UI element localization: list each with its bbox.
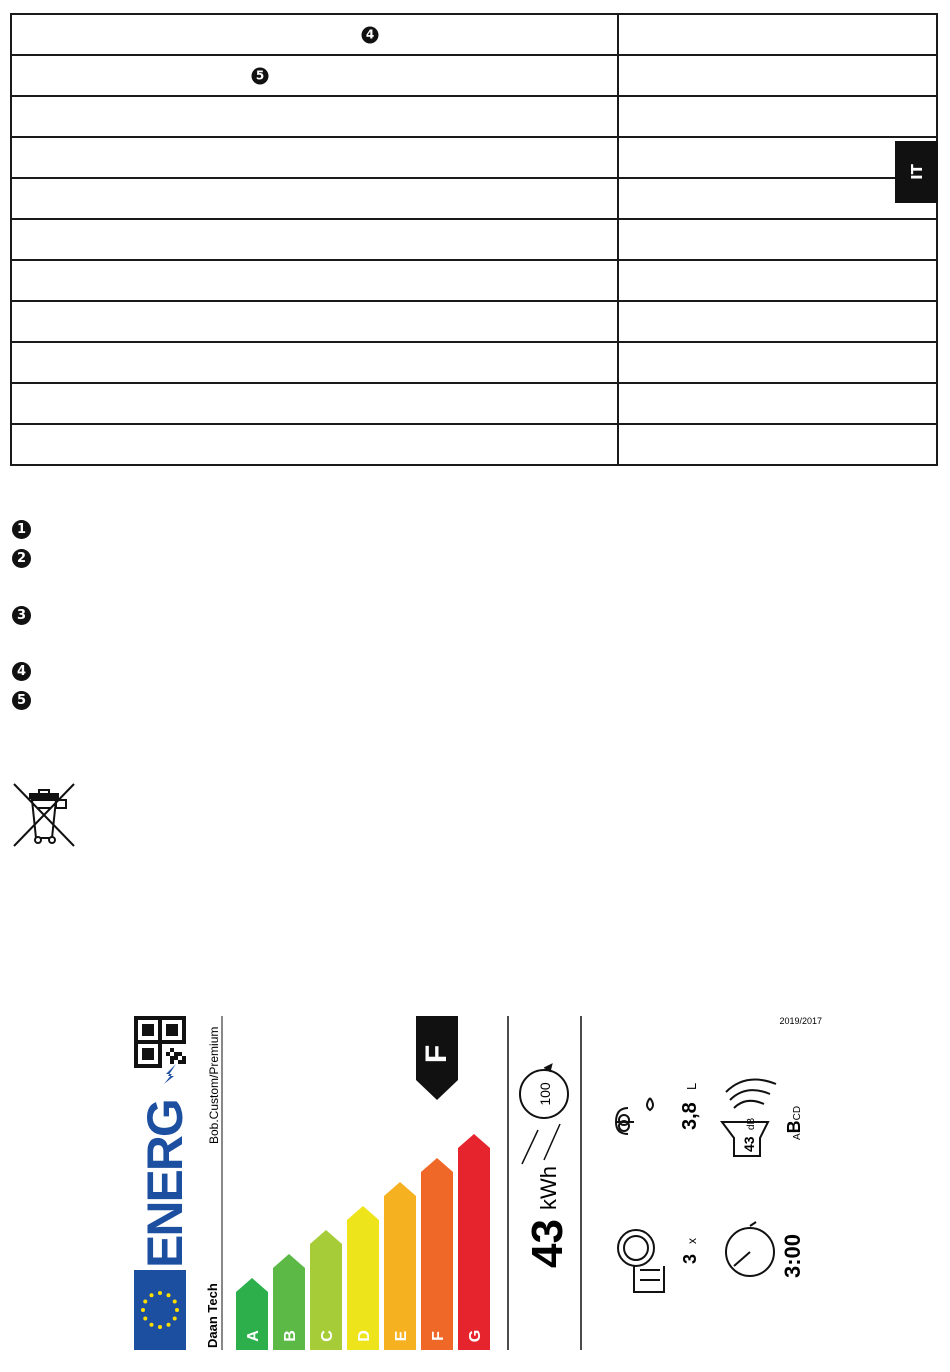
energy-unit: kWh [536, 1166, 561, 1210]
language-tab-label: IT [907, 164, 926, 180]
eu-star [150, 1323, 154, 1327]
eu-star [143, 1317, 147, 1321]
table-cell-label [11, 178, 618, 219]
table-cell-value [618, 137, 937, 178]
footnote-marker: 5 [12, 691, 31, 710]
table-cell-value [618, 424, 937, 465]
place-settings-icon [618, 1230, 664, 1292]
table-cell-label [11, 301, 618, 342]
table-cell-label [11, 424, 618, 465]
footnote-marker: 1 [12, 520, 31, 539]
water-unit: L [684, 1082, 699, 1090]
energy-label [130, 1012, 830, 1352]
energy-class-letter: D [356, 1330, 373, 1342]
water-value: 3,8 [679, 1102, 701, 1130]
table-cell-value [618, 96, 937, 137]
clock-icon [726, 1222, 774, 1276]
eu-star [167, 1293, 171, 1297]
noise-value: 43 [741, 1136, 757, 1152]
table-marker: 4 [362, 26, 379, 43]
cycle-count: 100 [537, 1082, 553, 1106]
table-row [11, 178, 937, 219]
table-row [11, 219, 937, 260]
table-row [11, 301, 937, 342]
table-row [11, 260, 937, 301]
table-cell-value [618, 14, 937, 55]
water-consumption-icon [616, 1098, 653, 1134]
energy-value: 43 [523, 1219, 572, 1268]
table-cell-label [11, 383, 618, 424]
language-tab [895, 141, 938, 203]
table-cell-value [618, 178, 937, 219]
table-row [11, 424, 937, 465]
noise-unit: dB [746, 1117, 757, 1130]
weee-crossed-bin-icon [12, 780, 76, 848]
table-row [11, 14, 937, 55]
eu-star [173, 1317, 177, 1321]
current-class-indicator [416, 1016, 458, 1100]
place-settings-unit: x [685, 1238, 699, 1244]
table-row [11, 96, 937, 137]
table-row [11, 342, 937, 383]
table-cell-label [11, 55, 618, 96]
energy-class-letter: G [467, 1329, 484, 1343]
eu-star [150, 1293, 154, 1297]
energy-class-letter: E [393, 1330, 410, 1342]
footnote-marker: 4 [12, 662, 31, 681]
duration-value: 3:00 [780, 1233, 805, 1278]
energy-class-bar [458, 1134, 490, 1350]
eu-star [175, 1308, 179, 1312]
energy-class-bar [384, 1182, 416, 1350]
table-row [11, 137, 937, 178]
energy-wordmark: ENERG [137, 1100, 193, 1268]
table-cell-label [11, 260, 618, 301]
table-cell-label [11, 219, 618, 260]
table-marker: 5 [252, 67, 269, 84]
table-cell-value [618, 383, 937, 424]
table-cell-value [618, 55, 937, 96]
table-cell-value [618, 301, 937, 342]
table-cell-label [11, 342, 618, 383]
table-cell-value [618, 260, 937, 301]
table-cell-label [11, 14, 618, 55]
table-cell-value [618, 219, 937, 260]
energy-class-letter: F [430, 1331, 447, 1341]
footnote-marker: 2 [12, 549, 31, 568]
footnote-marker: 3 [12, 606, 31, 625]
specification-table [10, 13, 938, 466]
energy-class-bar [421, 1158, 453, 1350]
model-identifier: Bob.Custom/Premium [207, 1026, 221, 1144]
lightning-icon [164, 1064, 176, 1084]
eu-star [158, 1291, 162, 1295]
table-row [11, 383, 937, 424]
eu-star [141, 1308, 145, 1312]
eu-star [173, 1300, 177, 1304]
table-row [11, 55, 937, 96]
place-settings-value: 3 [680, 1253, 700, 1264]
supplier-name: Daan Tech [205, 1283, 220, 1348]
table-cell-value [618, 342, 937, 383]
noise-class-scale: ABCD [784, 1105, 804, 1140]
table-cell-label [11, 137, 618, 178]
energy-class-scale [236, 1134, 490, 1350]
eu-star [143, 1300, 147, 1304]
regulation-number: 2019/2017 [779, 1016, 822, 1026]
qr-code [134, 1016, 186, 1068]
energy-class-letter: A [245, 1330, 262, 1342]
eu-star [167, 1323, 171, 1327]
eu-star [158, 1325, 162, 1329]
current-class-letter: F [420, 1044, 453, 1064]
energy-class-letter: C [319, 1330, 336, 1342]
energy-class-letter: B [282, 1330, 299, 1342]
energy-class-bar [347, 1206, 379, 1350]
table-cell-label [11, 96, 618, 137]
